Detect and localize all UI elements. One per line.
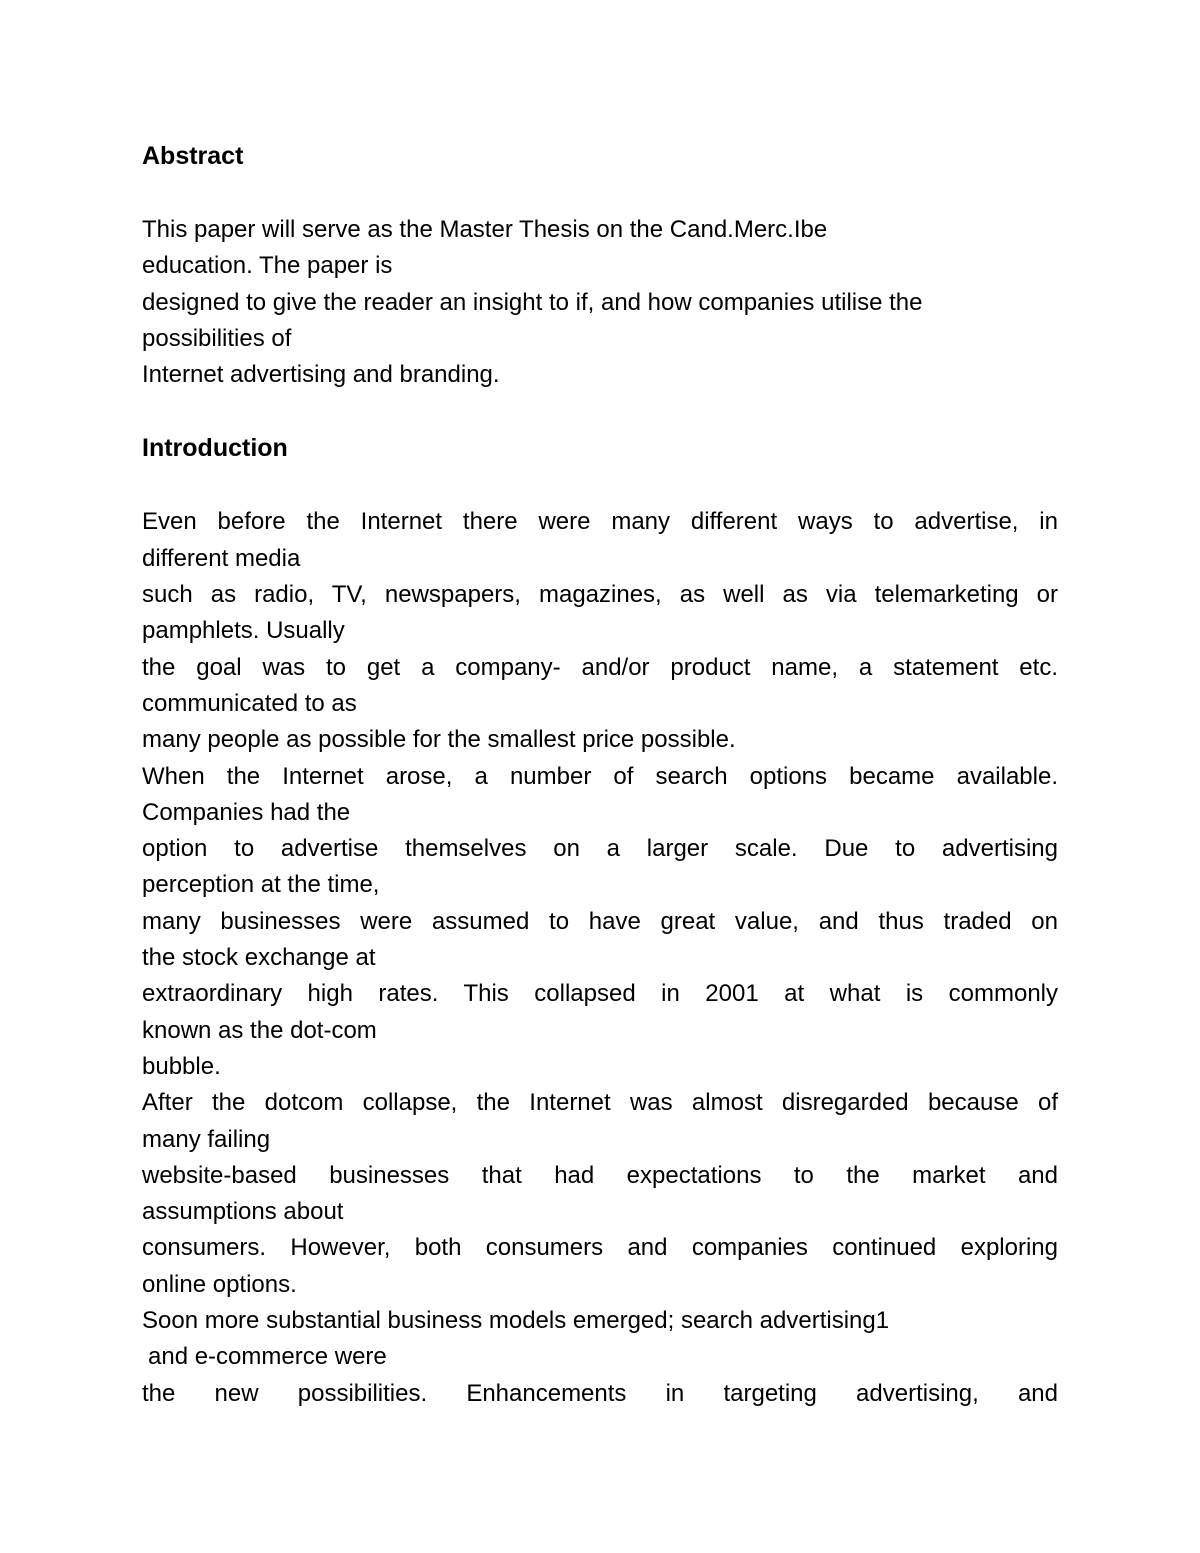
introduction-heading: Introduction [142, 434, 288, 463]
intro-line: option to advertise themselves on a larger scale. Due to advertising [142, 835, 1058, 863]
abstract-line: education. The paper is [142, 252, 393, 280]
intro-line: such as radio, TV, newspapers, magazines, as well as via telemarketing or [142, 581, 1058, 609]
abstract-line: possibilities of [142, 324, 292, 352]
abstract-body [142, 212, 1058, 393]
intro-line: different media [142, 544, 301, 572]
intro-line: After the dotcom collapse, the Internet was almost disregarded because of [142, 1089, 1058, 1117]
intro-line: website-based businesses that had expectations to the market and [142, 1161, 1058, 1189]
intro-line: assumptions about [142, 1198, 344, 1226]
intro-line: many failing [142, 1125, 271, 1153]
document-page [142, 138, 1058, 1412]
abstract-heading: Abstract [142, 142, 244, 170]
abstract-line: Internet advertising and branding. [142, 361, 500, 389]
intro-line: Even before the Internet there were many different ways to advertise, in [142, 508, 1058, 536]
abstract-line: This paper will serve as the Master Thesis on the Cand.Merc.Ibe [142, 216, 828, 243]
intro-line: consumers. However, both consumers and companies continued exploring [142, 1234, 1058, 1262]
intro-line: perception at the time, [142, 871, 380, 899]
intro-line: pamphlets. Usually [142, 617, 345, 645]
intro-line: known as the dot-com [142, 1016, 377, 1044]
intro-line: When the Internet arose, a number of search options became available. [142, 762, 1058, 790]
introduction-body [142, 504, 1058, 1411]
intro-line: the goal was to get a company- and/or product name, a statement etc. [142, 653, 1058, 681]
intro-line: bubble. [142, 1052, 221, 1080]
intro-line: many businesses were assumed to have great value, and thus traded on [142, 907, 1058, 935]
intro-line: the new possibilities. Enhancements in targeting advertising, and [142, 1379, 1058, 1407]
intro-line: and e-commerce were [148, 1343, 387, 1371]
intro-line: extraordinary high rates. This collapsed in 2001 at what is commonly [142, 980, 1058, 1008]
intro-line: many people as possible for the smallest price possible. [142, 726, 736, 754]
abstract-line: designed to give the reader an insight to if, and how companies utilise the [142, 288, 923, 316]
intro-line: online options. [142, 1270, 297, 1298]
intro-line: the stock exchange at [142, 944, 376, 972]
intro-line: communicated to as [142, 689, 357, 717]
intro-line: Companies had the [142, 798, 351, 826]
intro-line: Soon more substantial business models emerged; search advertising1 [142, 1307, 890, 1335]
